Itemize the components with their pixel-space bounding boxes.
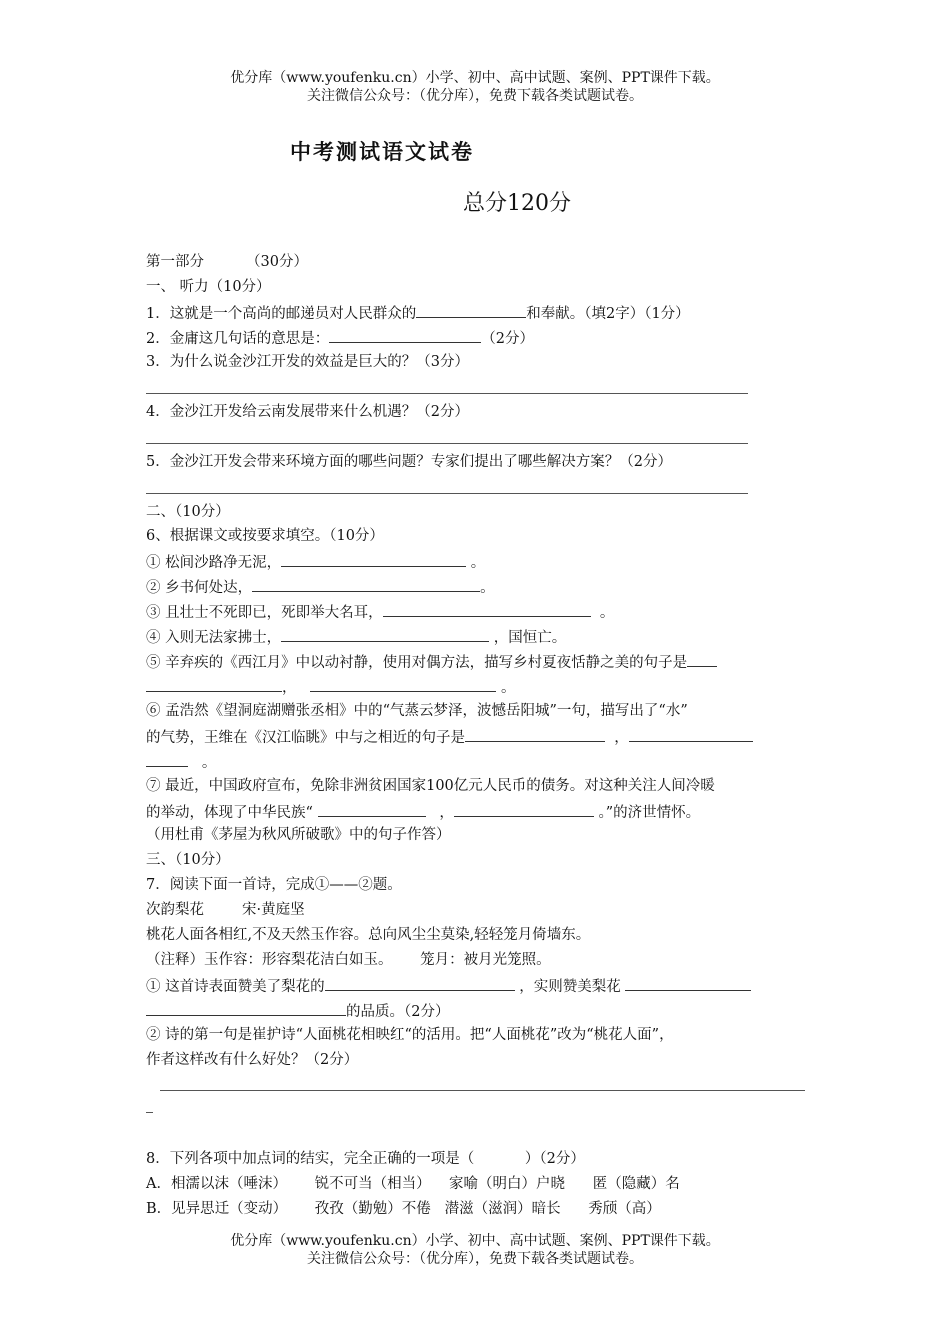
question-1 — [146, 302, 690, 324]
q6-item-3 — [146, 601, 614, 623]
question-6-intro: 6、根据课文或按要求填空。（10分） — [146, 528, 384, 544]
answer-line[interactable] — [146, 393, 748, 394]
question-4: 4．金沙江开发给云南发展带来什么机遇？（2分） — [146, 404, 469, 420]
separator: ， — [439, 805, 454, 821]
q6-item-7-note: （用杜甫《茅屋为秋风所破歌》中的句子作答） — [146, 827, 451, 843]
q8-option-a: A．相濡以沫（唾沫） 锐不可当（相当） 家喻（明白）户晓 匿（隐藏）名 — [146, 1176, 680, 1192]
part1-label: 第一部分 — [146, 254, 204, 270]
answer-blank[interactable] — [146, 751, 188, 767]
q6-item-7-text: 的举动，体现了中华民族“ — [146, 805, 313, 821]
q6-item-4-text: ④ 入则无法家拂士， — [146, 630, 282, 646]
answer-line-tail — [146, 1112, 153, 1113]
part1-heading — [146, 252, 308, 272]
q7-sub-1 — [146, 975, 751, 997]
q6-item-1-text: ① 松间沙路净无泥， — [146, 555, 282, 571]
answer-blank[interactable] — [325, 975, 515, 991]
q6-item-6-text: 的气势，王维在《汉江临眺》中与之相近的句子是 — [146, 730, 465, 746]
q6-item-6-cont — [146, 726, 753, 748]
q6-item-5-cont — [146, 676, 515, 698]
answer-line[interactable] — [160, 1090, 805, 1091]
total-score: 总分120分 — [463, 191, 571, 216]
separator: ， — [282, 680, 297, 696]
q2-suffix: （2分） — [481, 331, 534, 347]
q6-item-1 — [146, 551, 485, 573]
q1-suffix: 和奉献。（填2字）（1分） — [526, 306, 690, 322]
q7-sub-1-cont — [146, 1000, 449, 1022]
q7-sub-1-end: 的品质。（2分） — [346, 1004, 450, 1020]
separator: ， — [614, 730, 629, 746]
q6-item-5-end: 。 — [500, 680, 516, 696]
part1-score: （30分） — [246, 254, 308, 270]
q6-item-4 — [146, 626, 566, 648]
footer-line-1: 优分库（www.youfenku.cn）小学、初中、高中试题、案例、PPT课件下载。 — [230, 1233, 720, 1249]
answer-blank[interactable] — [416, 302, 526, 318]
q6-item-5 — [146, 651, 717, 673]
q6-item-7-end: 。”的济世情怀。 — [598, 805, 701, 821]
poem-title: 次韵梨花 — [146, 902, 204, 918]
question-7-intro: 7．阅读下面一首诗，完成①——②题。 — [146, 877, 402, 893]
question-8-intro: 8．下列各项中加点词的结实，完全正确的一项是（ ）（2分） — [146, 1151, 585, 1167]
answer-blank[interactable] — [383, 601, 591, 617]
question-2 — [146, 327, 534, 349]
answer-line[interactable] — [146, 493, 748, 494]
answer-blank[interactable] — [465, 726, 605, 742]
answer-blank[interactable] — [687, 651, 717, 667]
footer-line-2: 关注微信公众号：（优分库），免费下载各类试题试卷。 — [307, 1251, 643, 1267]
q6-item-6: ⑥ 孟浩然《望洞庭湖赠张丞相》中的“气蒸云梦泽，波憾岳阳城”一句，描写出了“水” — [146, 703, 688, 719]
answer-blank[interactable] — [252, 576, 480, 592]
answer-blank[interactable] — [310, 676, 496, 692]
q6-item-2 — [146, 576, 495, 598]
q6-item-1-end: 。 — [470, 555, 486, 571]
section1-heading: 一、 听力（10分） — [146, 279, 271, 295]
q1-text: 1．这就是一个高尚的邮递员对人民群众的 — [146, 306, 417, 322]
q6-item-7: ⑦ 最近，中国政府宣布，免除非洲贫困国家100亿元人民币的债务。对这种关注人间冷暖 — [146, 778, 715, 794]
answer-line[interactable] — [146, 443, 748, 444]
answer-blank[interactable] — [281, 626, 489, 642]
q6-item-2-end: 。 — [480, 580, 495, 596]
q6-item-2-text: ② 乡书何处达， — [146, 580, 253, 596]
answer-blank[interactable] — [454, 801, 594, 817]
answer-blank[interactable] — [318, 801, 426, 817]
q6-item-3-end: 。 — [599, 605, 615, 621]
answer-blank[interactable] — [329, 327, 481, 343]
q7-sub-1-mid: ，实则赞美梨花 — [519, 979, 621, 995]
question-3: 3．为什么说金沙江开发的效益是巨大的？（3分） — [146, 354, 469, 370]
header-line-2: 关注微信公众号：（优分库），免费下载各类试题试卷。 — [307, 88, 643, 104]
q2-text: 2．金庸这几句话的意思是： — [146, 331, 330, 347]
q7-sub-2-cont: 作者这样改有什么好处？（2分） — [146, 1052, 359, 1068]
q6-item-6-end: 。 — [201, 755, 217, 771]
answer-blank[interactable] — [146, 676, 282, 692]
q8-option-b: B．见异思迁（变动） 孜孜（勤勉）不倦 潜滋（滋润）暗长 秀颀（高） — [146, 1201, 661, 1217]
q7-sub-1-text: ① 这首诗表面赞美了梨花的 — [146, 979, 325, 995]
answer-blank[interactable] — [146, 1000, 346, 1016]
answer-blank[interactable] — [629, 726, 753, 742]
poem-text: 桃花人面各相红,不及天然玉作容。总向风尘尘莫染,轻轻笼月倚墙东。 — [146, 927, 591, 943]
q6-item-7-cont — [146, 801, 700, 823]
header-line-1: 优分库（www.youfenku.cn）小学、初中、高中试题、案例、PPT课件下载。 — [230, 70, 720, 86]
poem-heading — [146, 900, 305, 920]
q6-item-4-end: ，国恒亡。 — [493, 630, 567, 646]
poem-author: 宋·黄庭坚 — [242, 902, 305, 918]
q7-sub-2: ② 诗的第一句是崔护诗“人面桃花相映红“的活用。把“人面桃花”改为“桃花人面”， — [146, 1027, 674, 1043]
question-5: 5．金沙江开发会带来环境方面的哪些问题？专家们提出了哪些解决方案？（2分） — [146, 454, 672, 470]
answer-blank[interactable] — [281, 551, 466, 567]
q6-item-6-end-line — [146, 751, 216, 773]
section2-heading: 二、（10分） — [146, 504, 230, 520]
section3-heading: 三、（10分） — [146, 852, 230, 868]
q6-item-3-text: ③ 且壮士不死即已，死即举大名耳， — [146, 605, 383, 621]
exam-title: 中考测试语文试卷 — [290, 139, 474, 164]
poem-note: （注释）玉作容：形容梨花洁白如玉。 笼月：被月光笼照。 — [146, 952, 551, 968]
answer-blank[interactable] — [625, 975, 751, 991]
q6-item-5-text: ⑤ 辛弃疾的《西江月》中以动衬静，使用对偶方法，描写乡村夏夜恬静之美的句子是 — [146, 655, 688, 671]
